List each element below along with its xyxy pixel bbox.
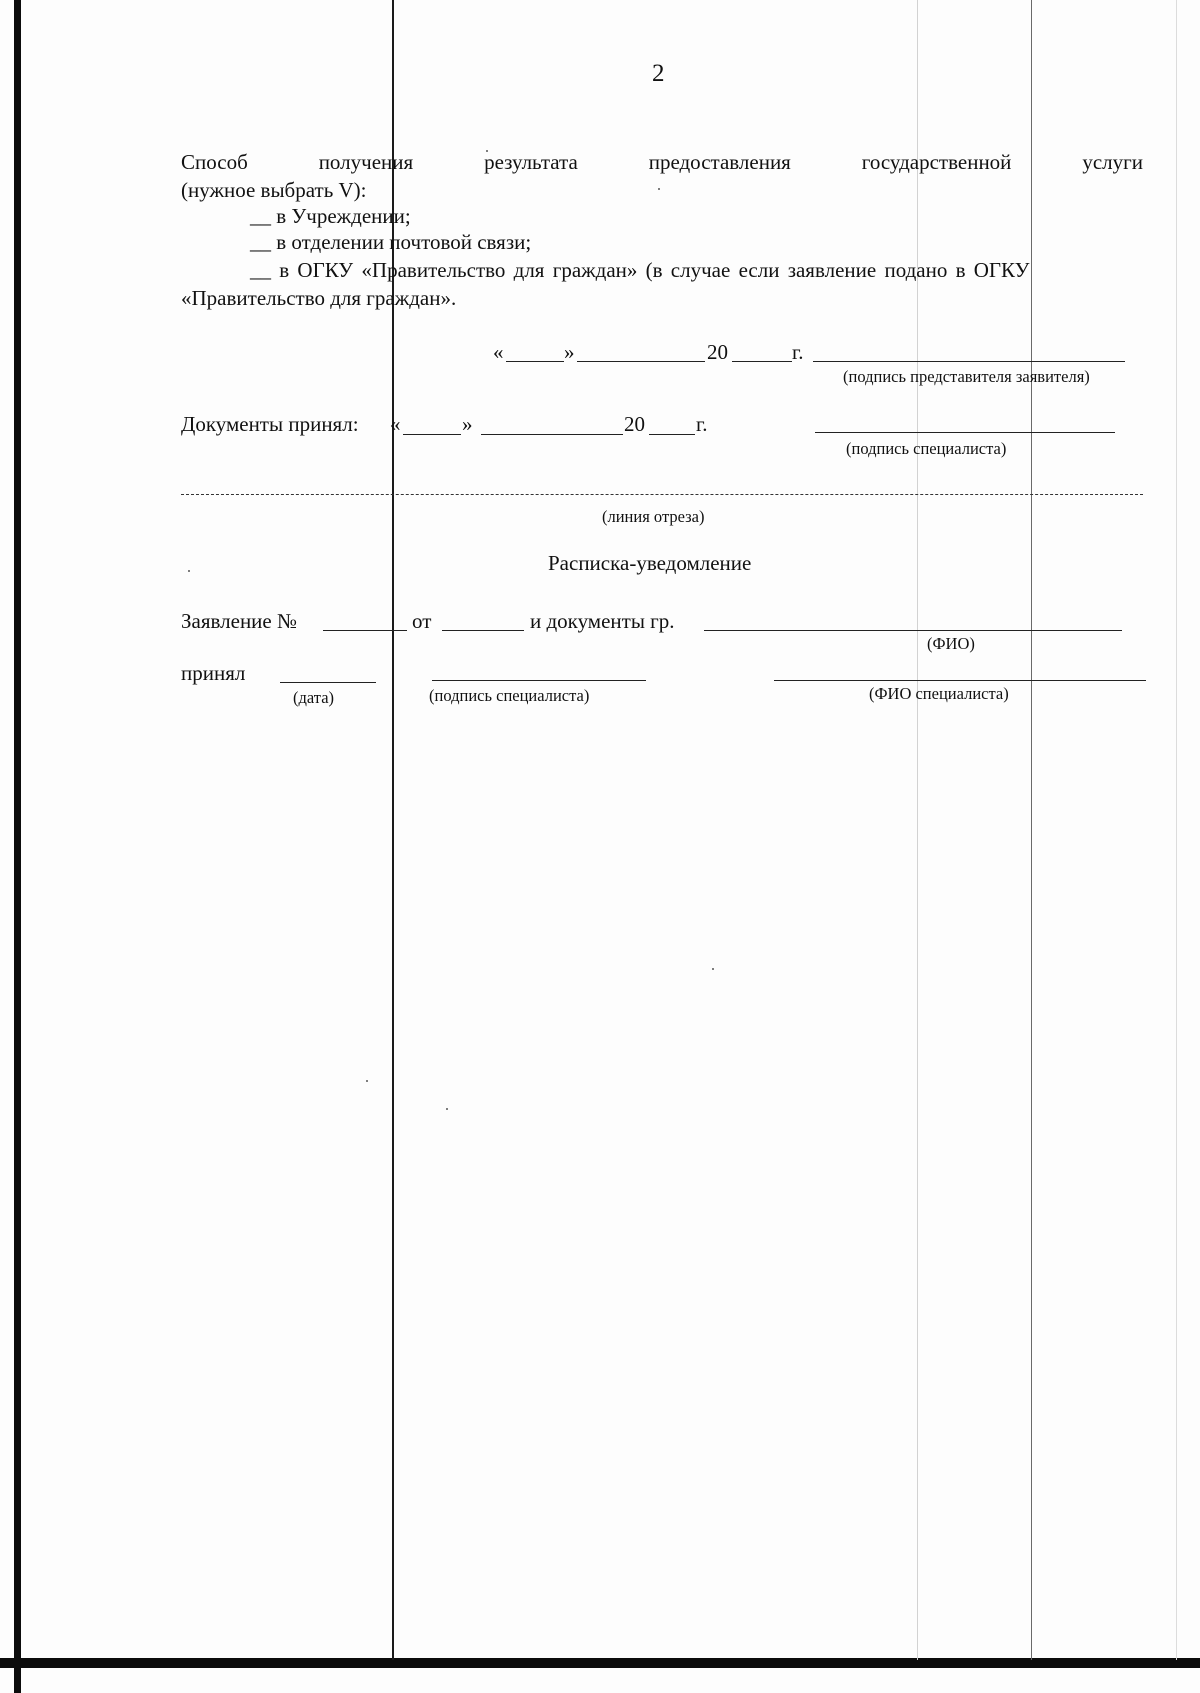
- method-heading-word: Способ: [181, 150, 248, 174]
- month-line: [481, 434, 623, 435]
- citizen-fio-line: [704, 630, 1122, 631]
- day-line: [506, 361, 564, 362]
- quote-open: «: [390, 412, 401, 436]
- option-ogku: __ в ОГКУ «Правительство для граждан» (в случае если заявление подано в ОГКУ: [250, 258, 1030, 282]
- method-heading-word: получения: [318, 150, 414, 174]
- scan-artifact-line: [917, 0, 918, 1660]
- method-heading: [181, 150, 1143, 175]
- page-number: 2: [652, 60, 665, 87]
- scan-artifact-line: [1031, 0, 1032, 1660]
- specialist-signature-line: [815, 432, 1115, 433]
- accepted-label: Документы принял:: [181, 412, 359, 436]
- month-line: [577, 361, 705, 362]
- quote-close: »: [564, 340, 575, 364]
- receipt-signature-line: [432, 680, 646, 681]
- cut-line-caption: (линия отреза): [602, 507, 705, 526]
- quote-close: »: [462, 412, 473, 436]
- year-prefix: 20: [707, 340, 728, 364]
- date-line: [280, 682, 376, 683]
- applicant-signature-caption: (подпись представителя заявителя): [843, 367, 1090, 386]
- method-heading-word: предоставления: [648, 150, 791, 174]
- scan-edge-bottom: [0, 1658, 1200, 1668]
- method-heading-line2: (нужное выбрать V):: [181, 178, 367, 202]
- scan-speck: [446, 1108, 448, 1110]
- scan-speck: [188, 570, 190, 572]
- year-suffix: г.: [696, 412, 708, 436]
- receipt-title: Расписка-уведомление: [548, 551, 752, 575]
- documents-label: и документы гр.: [530, 609, 675, 633]
- statement-number-line: [323, 630, 407, 631]
- from-label: от: [412, 609, 432, 633]
- year-line: [732, 361, 792, 362]
- quote-open: «: [493, 340, 504, 364]
- scan-artifact-line: [1176, 0, 1177, 1660]
- year-prefix: 20: [624, 412, 645, 436]
- method-heading-word: услуги: [1082, 150, 1143, 174]
- applicant-signature-line: [813, 361, 1125, 362]
- option-ogku-cont: «Правительство для граждан».: [181, 286, 457, 310]
- accepted-by-label: принял: [181, 661, 246, 685]
- method-heading-word: результата: [484, 150, 578, 174]
- option-post-office: __ в отделении почтовой связи;: [250, 230, 532, 254]
- year-line: [649, 434, 695, 435]
- year-suffix: г.: [792, 340, 804, 364]
- receipt-signature-caption: (подпись специалиста): [429, 686, 590, 705]
- scan-speck: [712, 968, 714, 970]
- statement-label: Заявление №: [181, 609, 298, 633]
- day-line: [403, 434, 461, 435]
- cut-line: [181, 494, 1143, 495]
- date-caption: (дата): [293, 688, 335, 707]
- option-institution: __ в Учреждении;: [250, 204, 411, 228]
- scan-speck: [366, 1080, 368, 1082]
- specialist-signature-caption: (подпись специалиста): [846, 439, 1007, 458]
- statement-date-line: [442, 630, 524, 631]
- scan-speck: [658, 188, 660, 190]
- fio-caption: (ФИО): [927, 634, 975, 653]
- method-heading-word: государственной: [861, 150, 1012, 174]
- scan-edge-left: [14, 0, 21, 1693]
- specialist-fio-line: [774, 680, 1146, 681]
- specialist-fio-caption: (ФИО специалиста): [869, 684, 1009, 703]
